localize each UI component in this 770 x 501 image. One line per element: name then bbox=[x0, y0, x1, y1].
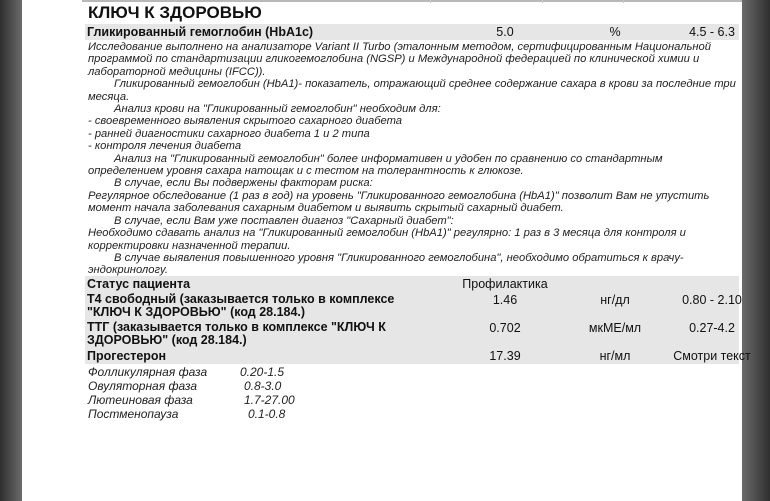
test-unit: нг/дл bbox=[600, 293, 630, 307]
test-value: 17.39 bbox=[489, 349, 521, 363]
phase-label: Лютеиновая фаза bbox=[88, 393, 193, 407]
phase-row bbox=[88, 407, 286, 421]
phase-row bbox=[88, 379, 282, 393]
result-row-status bbox=[85, 276, 739, 292]
column-divider bbox=[542, 0, 543, 3]
test-unit: % bbox=[609, 25, 621, 39]
test-name: Прогестерон bbox=[87, 349, 167, 363]
test-reference: 0.27-4.2 bbox=[689, 321, 735, 335]
test-name: ТТГ (заказывается только в комплексе "КЛЮЧ К ЗДОРОВЬЮ" (код 28.184.) bbox=[87, 320, 386, 347]
desc-bullet: - своевременного выявления скрытого сахарного диабета bbox=[88, 115, 403, 128]
hba1c-description bbox=[88, 41, 736, 277]
test-name: Т4 свободный (заказывается только в комплексе "КЛЮЧ К ЗДОРОВЬЮ" (код 28.184.) bbox=[87, 292, 395, 319]
desc-paragraph: Необходимо сдавать анализ на "Гликированный гемоглобин (HbA1)" регулярно: 1 раз в 3 месяца для контроля и корректировки назначенной терапии. bbox=[88, 227, 686, 252]
desc-bullet: - ранней диагностики сахарного диабета 1 и 2 типа bbox=[88, 127, 370, 140]
result-row-t4 bbox=[85, 292, 742, 320]
phase-range: 0.1-0.8 bbox=[248, 407, 286, 421]
desc-paragraph: Анализ на "Гликированный гемоглобин" более информативен и удобен по сравнению со стандартным определением уровня сахара натощак и с тестом на толерантность к глюкозе. bbox=[88, 152, 663, 178]
test-value: 1.46 bbox=[492, 293, 518, 307]
test-unit: нг/мл bbox=[599, 349, 631, 363]
result-row-progesterone bbox=[85, 348, 751, 364]
test-value: 5.0 bbox=[496, 25, 514, 39]
phase-label: Постменопауза bbox=[88, 407, 179, 421]
status-value: Профилактика bbox=[462, 277, 548, 291]
column-divider bbox=[623, 0, 624, 3]
column-divider bbox=[430, 0, 431, 3]
phase-range: 0.8-3.0 bbox=[244, 379, 282, 393]
desc-paragraph: В случае, если Вам уже поставлен диагноз "Сахарный диабет": bbox=[114, 214, 454, 227]
phase-row bbox=[88, 365, 285, 379]
test-reference: 4.5 - 6.3 bbox=[689, 25, 735, 39]
result-row-ttg bbox=[85, 320, 739, 348]
test-reference: Смотри текст bbox=[673, 349, 751, 363]
desc-paragraph: Исследование выполнено на анализаторе Variant II Turbo (эталонным методом, сертифицированным Национальной программой по стандартизации гликогемоглобина (NGSP) и Международной федерацией по клинической химии и лабораторной медицины (IFCC)). bbox=[88, 41, 712, 78]
phase-label: Овуляторная фаза bbox=[88, 379, 198, 393]
desc-paragraph: В случае, если Вы подвержены факторам риска: bbox=[114, 177, 373, 190]
test-reference: 0.80 - 2.10 bbox=[682, 293, 742, 307]
phase-range: 0.20-1.5 bbox=[240, 365, 285, 379]
desc-paragraph: Анализ крови на "Гликированный гемоглобин" необходим для: bbox=[114, 103, 441, 116]
desc-paragraph: В случае выявления повышенного уровня "Гликированного гемоглобина", необходимо обратиться к врачу-эндокринологу. bbox=[88, 251, 684, 277]
test-value: 0.702 bbox=[489, 321, 521, 335]
test-name: Гликированный гемоглобин (HbA1c) bbox=[87, 25, 314, 39]
phase-row bbox=[88, 393, 295, 407]
top-rule bbox=[82, 0, 742, 2]
phase-range: 1.7-27.00 bbox=[244, 393, 295, 407]
test-unit: мкМЕ/мл bbox=[588, 321, 642, 335]
result-row-hba1c bbox=[85, 24, 739, 40]
section-title: КЛЮЧ К ЗДОРОВЬЮ bbox=[88, 3, 262, 22]
status-label: Статус пациента bbox=[87, 277, 191, 291]
document-page bbox=[22, 0, 751, 501]
desc-bullet: - контроля лечения диабета bbox=[88, 140, 242, 153]
desc-paragraph: Регулярное обследование (1 раз в год) на уровень "Гликированного гемоглобина (HbA1)" позволит Вам не упустить момент начала заболевания сахарным диабетом и выявить скрытый сахарный диабет. bbox=[88, 189, 710, 215]
phase-label: Фолликулярная фаза bbox=[88, 365, 208, 379]
desc-paragraph: Гликированный гемоглобин (HbA1)- показатель, отражающий среднее содержание сахара в крови за последние три месяца. bbox=[88, 78, 736, 103]
right-edge-shadow bbox=[742, 0, 770, 501]
left-edge-shadow bbox=[0, 0, 22, 501]
